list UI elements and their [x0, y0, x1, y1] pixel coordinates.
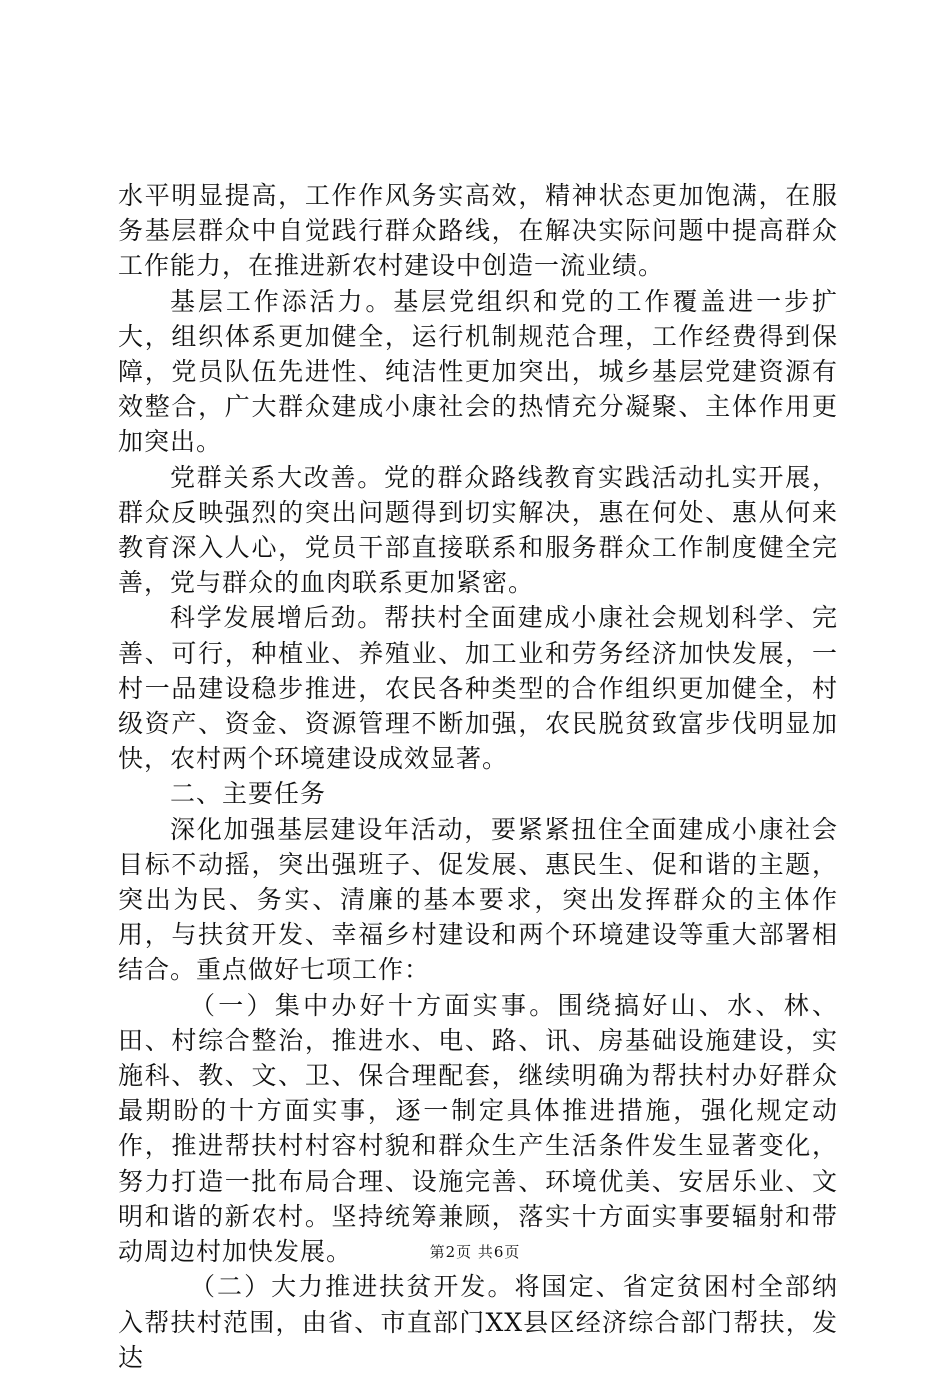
paragraph-grassroots-vitality: 基层工作添活力。基层党组织和党的工作覆盖进一步扩大，组织体系更加健全，运行机制规范合理，工作经费得到保障，党员队伍先进性、纯洁性更加突出，城乡基层党建资源有效整合，广大群众建成小康社会的热情充分凝聚、主体作用更加突出。 [118, 286, 838, 457]
page-number-footer: 第2页 共6页 [429, 1243, 521, 1261]
paragraph-party-mass-relations: 党群关系大改善。党的群众路线教育实践活动扎实开展，群众反映强烈的突出问题得到切实解决，惠在何处、惠从何来教育深入人心，党员干部直接联系和服务群众工作制度健全完善，党与群众的血肉联系更加紧密。 [118, 462, 838, 598]
paragraph-task-one: （一）集中办好十方面实事。围绕搞好山、水、林、田、村综合整治，推进水、电、路、讯、房基础设施建设，实施科、教、文、卫、保合理配套，继续明确为帮扶村办好群众最期盼的十方面实事，逐一制定具体推进措施，强化规定动作，推进帮扶村村容村貌和群众生产生活条件发生显著变化，努力打造一批布局合理、设施完善、环境优美、安居乐业、文明和谐的新农村。坚持统筹兼顾，落实十方面实事要辐射和带动周边村加快发展。 [118, 990, 838, 1267]
paragraph-task-two: （二）大力推进扶贫开发。将国定、省定贫困村全部纳入帮扶村范围，由省、市直部门XX县区经济综合部门帮扶，发达 [118, 1272, 838, 1372]
paragraph-scientific-development: 科学发展增后劲。帮扶村全面建成小康社会规划科学、完善、可行，种植业、养殖业、加工业和劳务经济加快发展，一村一品建设稳步推进，农民各种类型的合作组织更加健全，村级资产、资金、资源管理不断加强，农民脱贫致富步伐明显加快，农村两个环境建设成效显著。 [118, 603, 838, 774]
paragraph-continuation: 水平明显提高，工作作风务实高效，精神状态更加饱满，在服务基层群众中自觉践行群众路线，在解决实际问题中提高群众工作能力，在推进新农村建设中创造一流业绩。 [118, 181, 838, 281]
document-body [118, 178, 838, 1375]
paragraph-main-tasks-intro: 深化加强基层建设年活动，要紧紧扭住全面建成小康社会目标不动摇，突出强班子、促发展、惠民生、促和谐的主题，突出为民、务实、清廉的基本要求，突出发挥群众的主体作用，与扶贫开发、幸福乡村建设和两个环境建设等重大部署相结合。重点做好七项工作： [118, 814, 838, 985]
section-heading-main-tasks: 二、主要任务 [170, 779, 327, 809]
